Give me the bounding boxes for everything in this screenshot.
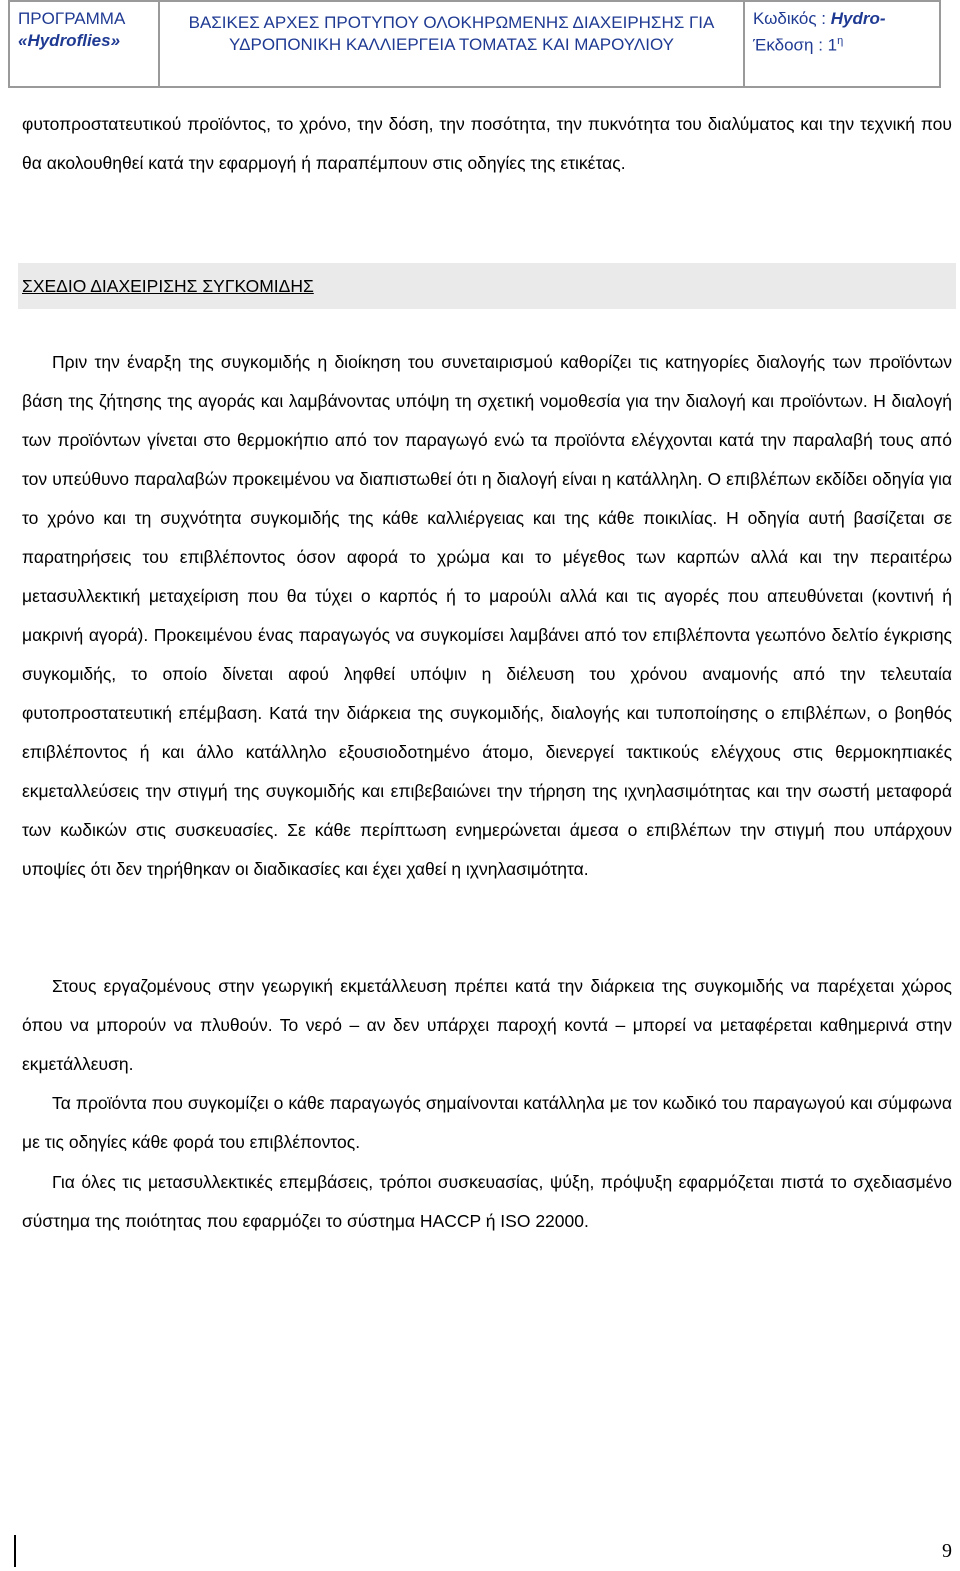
header-title-cell xyxy=(160,2,745,86)
code-label: Κωδικός : xyxy=(753,9,827,28)
program-name: «Hydroflies» xyxy=(18,31,121,50)
edition-line xyxy=(753,30,931,57)
workers-paragraph: Στους εργαζομένους στην γεωργική εκμετάλλευση πρέπει κατά την διάρκεια της συγκομιδής να παρέχεται χώρος όπου να μπορούν να πλυθούν. Το νερό – αν δεν υπάρχει παροχή κοντά – μπορεί να μεταφέρεται καθημερινά στην εκμετάλλευση. xyxy=(22,976,952,1074)
edition-superscript: η xyxy=(837,35,844,47)
code-value: Hydro- xyxy=(830,9,886,28)
page-number: 9 xyxy=(942,1540,952,1562)
header-title-line2: ΥΔΡΟΠΟΝΙΚΗ ΚΑΛΛΙΕΡΓΕΙΑ ΤΟΜΑΤΑΣ ΚΑΙ ΜΑΡΟΥΛΙΟΥ xyxy=(229,35,674,54)
section-heading xyxy=(18,263,956,309)
header-program-cell xyxy=(10,2,160,86)
footer-bar xyxy=(14,1535,16,1567)
harvest-plan-paragraph: Πριν την έναρξη της συγκομιδής η διοίκηση του συνεταιρισμού καθορίζει τις κατηγορίες διαλογής των προϊόντων βάση της ζήτησης της αγοράς και λαμβάνοντας υπόψη τη σχετική νομοθεσία για την διαλογή και προϊόντων. Η διαλογή των προϊόντων γίνεται στο θερμοκήπιο από τον παραγωγό ενώ τα προϊόντα ελέγχονται κατά την παραλαβή τους από τον υπεύθυνο παραλαβών προκειμένου να διαπιστωθεί ότι η διαλογή είναι η κατάλληλη. Ο επιβλέπων εκδίδει οδηγία για το χρόνο και τη συχνότητα συγκομιδής της κάθε καλλιέργειας και της κάθε ποικιλίας. Η οδηγία αυτή βασίζεται σε παρατηρήσεις του επιβλέποντος όσον αφορά το χρώμα και το μέγεθος των καρπών αλλά και την περαιτέρω μετασυλλεκτική μεταχείριση που θα τύχει ο καρπός ή το μαρούλι αλλά και τις αγορές που απευθύνεται (κοντινή ή μακρινή αγορά). Προκειμένου ένας παραγωγός να συγκομίσει λαμβάνει από τον επιβλέποντα γεωπόνο δελτίο έγκρισης συγκομιδής, το οποίο δίνεται αφού ληφθεί υπόψιν η διέλευση του χρόνου αναμονής από την τελευταία φυτοπροστατευτική επέμβαση. Κατά την διάρκεια της συγκομιδής, διαλογής και τυποποίησης ο επιβλέπων, ο βοηθός επιβλέποντος ή και άλλο κατάλληλο εξουσιοδοτημένο άτομο, διενεργεί τακτικούς ελέγχους στις θερμοκηπιακές εκμεταλλεύσεις την στιγμή της συγκομιδής και επιβεβαιώνει την τήρηση της ιχνηλασιμότητας και την σωστή μεταφορά των κωδικών στις συσκευασίες. Σε κάθε περίπτωση ενημερώνεται άμεσα ο επιβλέπων την στιγμή που υπάρχουν υποψίες ότι δεν τηρήθηκαν οι διαδικασίες και έχει χαθεί η ιχνηλασιμότητα. xyxy=(22,352,952,879)
header-code-cell xyxy=(745,2,939,86)
program-label: ΠΡΟΓΡΑΜΜΑ xyxy=(18,9,126,28)
section-title: ΣΧΕΔΙΟ ΔΙΑΧΕΙΡΙΣΗΣ ΣΥΓΚΟΜΙΔΗΣ xyxy=(22,276,314,296)
postharvest-paragraph: Για όλες τις μετασυλλεκτικές επεμβάσεις, τρόποι συσκευασίας, ψύξη, πρόψυξη εφαρμόζεται πιστά το σχεδιασμένο σύστημα της ποιότητας που εφαρμόζει το σύστημα HACCP ή ISO 22000. xyxy=(22,1172,952,1231)
code-line xyxy=(753,8,931,30)
document-header xyxy=(8,0,941,88)
edition-label: Έκδοση : 1 xyxy=(753,35,838,55)
intro-paragraph: φυτοπροστατευτικού προϊόντος, το χρόνο, την δόση, την ποσότητα, την πυκνότητα του διαλύματος και την τεχνική που θα ακολουθηθεί κατά την εφαρμογή ή παραπέμπουν στις οδηγίες της ετικέτας. xyxy=(22,114,952,173)
header-title-line1: ΒΑΣΙΚΕΣ ΑΡΧΕΣ ΠΡΟΤΥΠΟΥ ΟΛΟΚΗΡΩΜΕΝΗΣ ΔΙΑΧΕΙΡΗΣΗΣ ΓΙΑ xyxy=(188,13,715,32)
products-paragraph: Τα προϊόντα που συγκομίζει ο κάθε παραγωγός σημαίνονται κατάλληλα με τον κωδικό του παραγωγού και σύμφωνα με τις οδηγίες κάθε φορά του επιβλέποντος. xyxy=(22,1093,952,1152)
